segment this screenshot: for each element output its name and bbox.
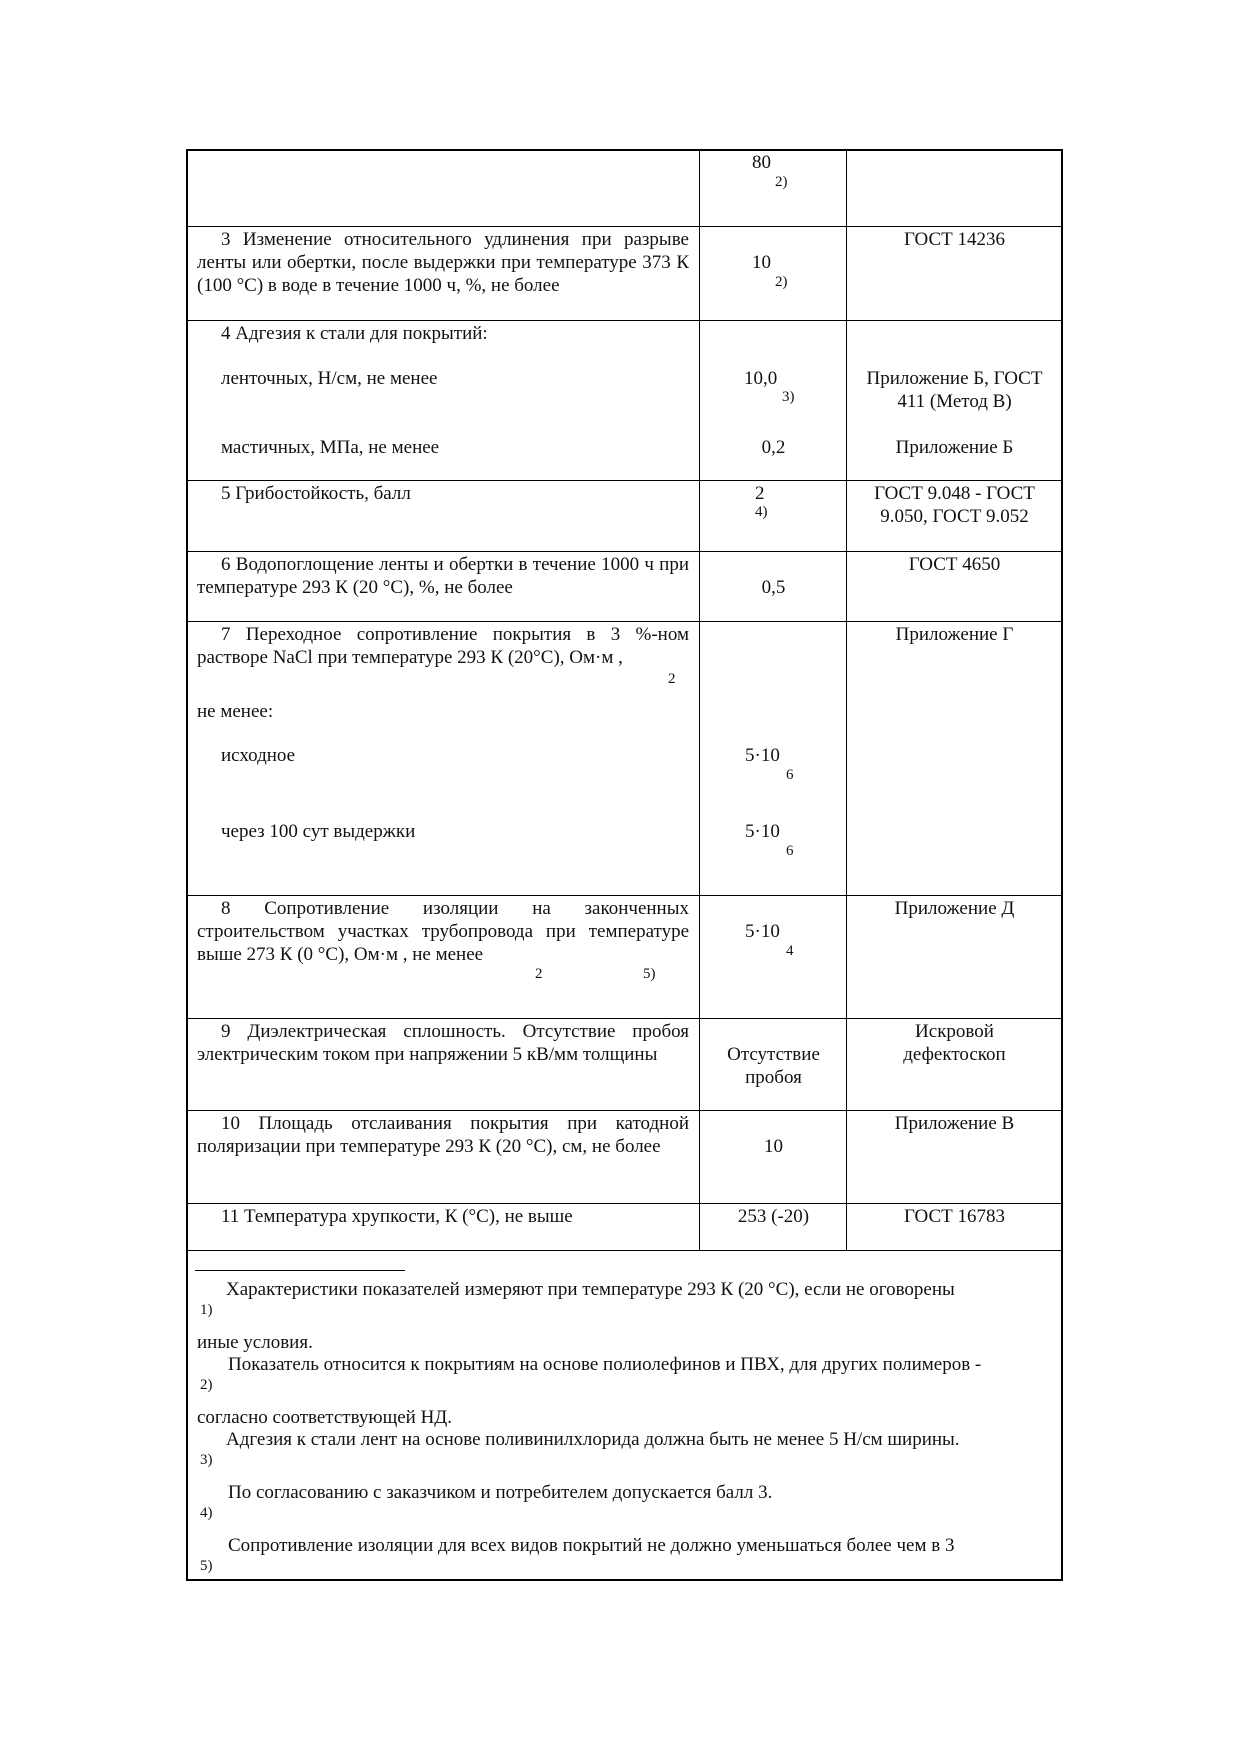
row3-value: 10	[752, 252, 771, 273]
footnote-1-continuation: иные условия.	[197, 1332, 313, 1353]
row8-value-exponent: 4	[786, 943, 794, 959]
row7-method: Приложение Г	[895, 624, 1014, 645]
row-divider	[186, 551, 1063, 552]
row7-aged-value: 5·10	[745, 821, 780, 842]
row9-value: Отсутствие пробоя	[727, 1044, 820, 1088]
row6-value: 0,5	[761, 577, 786, 598]
row8-text: 8 Сопротивление изоляции на законченных строительством участках трубопровода при температуре выше 273 К (0 °С), Ом·м , не менее	[197, 898, 689, 965]
row5-footnote-mark: 4)	[755, 504, 768, 520]
row4-tape-value: 10,0	[744, 368, 778, 389]
row8-unit-exponent: 2	[535, 966, 543, 982]
row11-text: 11 Температура хрупкости, К (°С), не выше	[221, 1206, 573, 1227]
footnote-1-mark: 1)	[200, 1302, 213, 1318]
column-divider	[846, 149, 847, 1250]
row3-footnote-mark: 2)	[775, 274, 788, 290]
row3-method: ГОСТ 14236	[904, 229, 1005, 250]
footnote-5-text: Сопротивление изоляции для всех видов покрытий не должно уменьшаться более чем в 3	[228, 1535, 955, 1556]
row3-text: 3 Изменение относительного удлинения при разрыве ленты или обертки, после выдержки при температуре 373 К (100 °С) в воде в течение 1000 ч, %, не более	[197, 229, 689, 296]
row6-text: 6 Водопоглощение ленты и обертки в течение 1000 ч при температуре 293 К (20 °С), %, не более	[197, 554, 689, 598]
row10-value: 10	[764, 1136, 783, 1157]
row-divider	[186, 895, 1063, 896]
row4-mastic-method: Приложение Б	[895, 437, 1014, 458]
row-divider	[186, 226, 1063, 227]
footnote-2-mark: 2)	[200, 1377, 213, 1393]
row10-method: Приложение В	[894, 1113, 1015, 1134]
row0-footnote-mark: 2)	[775, 174, 788, 190]
row-divider	[186, 480, 1063, 481]
row5-value: 2	[755, 483, 765, 504]
row5-method: ГОСТ 9.048 - ГОСТ 9.050, ГОСТ 9.052	[874, 483, 1035, 527]
row5-text: 5 Грибостойкость, балл	[221, 483, 411, 504]
row-divider	[186, 1203, 1063, 1204]
row6-method: ГОСТ 4650	[908, 554, 1001, 575]
footnote-1-text: Характеристики показателей измеряют при температуре 293 К (20 °С), если не оговорены	[226, 1279, 955, 1300]
row4-mastic-value: 0,2	[761, 437, 786, 458]
row7-unit-exponent: 2	[668, 671, 676, 687]
row0-value: 80	[752, 152, 771, 173]
footnote-3-mark: 3)	[200, 1452, 213, 1468]
row11-method: ГОСТ 16783	[904, 1206, 1005, 1227]
row7-aged-exponent: 6	[786, 843, 794, 859]
row9-text: 9 Диэлектрическая сплошность. Отсутствие пробоя электрическим током при напряжении 5 кВ/мм толщины	[197, 1021, 689, 1065]
footnote-4-text: По согласованию с заказчиком и потребителем допускается балл 3.	[228, 1482, 773, 1503]
row8-value: 5·10	[745, 921, 780, 942]
row-divider	[186, 1250, 1063, 1251]
row4-mastic-label: мастичных, МПа, не менее	[221, 437, 440, 458]
row-divider	[186, 621, 1063, 622]
row7-text-tail: не менее:	[197, 701, 274, 722]
row8-footnote-mark: 5)	[643, 966, 656, 982]
footnote-separator	[195, 1270, 405, 1271]
footnote-4-mark: 4)	[200, 1505, 213, 1521]
row10-text: 10 Площадь отслаивания покрытия при катодной поляризации при температуре 293 К (20 °С), см, не более	[197, 1113, 689, 1157]
footnote-5-mark: 5)	[200, 1558, 213, 1574]
row4-tape-method: Приложение Б, ГОСТ 411 (Метод В)	[866, 368, 1043, 412]
row-divider	[186, 1018, 1063, 1019]
row7-aged-label: через 100 сут выдержки	[221, 821, 416, 842]
row7-text: 7 Переходное сопротивление покрытия в 3 %-ном растворе NaCl при температуре 293 К (20°С), Ом·м ,	[197, 624, 689, 668]
row-divider	[186, 1110, 1063, 1111]
row11-value: 253 (-20)	[737, 1206, 810, 1227]
row-divider	[186, 320, 1063, 321]
row7-initial-label: исходное	[221, 745, 296, 766]
row9-method: Искровой дефектоскоп	[903, 1021, 1006, 1065]
row4-title: 4 Адгезия к стали для покрытий:	[221, 323, 488, 344]
footnote-3-text: Адгезия к стали лент на основе поливинилхлорида должна быть не менее 5 Н/см ширины.	[226, 1429, 960, 1450]
row7-initial-value: 5·10	[745, 745, 780, 766]
footnote-2-continuation: согласно соответствующей НД.	[197, 1407, 453, 1428]
footnote-2-text: Показатель относится к покрытиям на основе полиолефинов и ПВХ, для других полимеров -	[228, 1354, 982, 1375]
row4-tape-label: ленточных, Н/см, не менее	[221, 368, 438, 389]
row4-tape-footnote-mark: 3)	[782, 389, 795, 405]
row7-initial-exponent: 6	[786, 767, 794, 783]
row8-method: Приложение Д	[894, 898, 1015, 919]
column-divider	[699, 149, 700, 1250]
